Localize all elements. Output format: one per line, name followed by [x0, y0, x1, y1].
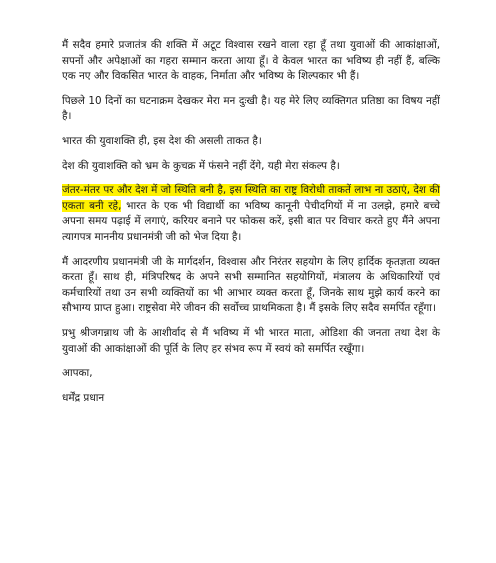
paragraph-resolve: देश की युवाशक्ति को भ्रम के कुचक्र में फंसने नहीं देंगे, यही मेरा संकल्प है।: [62, 159, 340, 172]
closing-salutation: आपका,: [62, 367, 93, 380]
paragraph-commitment: प्रभु श्रीजगन्नाथ जी के आशीर्वाद से मैं भविष्य में भी भारत माता, ओडिशा की जनता तथा देश के युवाओं की आकांक्षाओं की पूर्ति के लिए हर संभव रूप में स्वयं को समर्पित रखूँगा।: [62, 326, 440, 355]
highlighted-text: जंतर-मंतर पर और देश में जो स्थिति बनी है, इस स्थिति का राष्ट्र विरोधी ताकतें लाभ ना उठाएं, देश की एकता बनी रहे,: [62, 184, 440, 212]
paragraph-recent-events: पिछले 10 दिनों का घटनाक्रम देखकर मेरा मन दुःखी है। यह मेरे लिए व्यक्तिगत प्रतिष्ठा का विषय नहीं है।: [62, 94, 440, 123]
paragraph-youth-strength: भारत की युवाशक्ति ही, इस देश की असली ताकत है।: [62, 134, 262, 147]
paragraph-resignation: [62, 183, 440, 245]
resignation-text: भारत के एक भी विद्यार्थी का भविष्य कानूनी पेचीदगियों में ना उलझे, हमारे बच्चे अपना समय पढ़ाई में लगाएं, करियर बनाने पर फोकस करें, इसी बात पर विचार करते हुए मैंने अपना त्यागपत्र माननीय प्रधानमंत्री जी को भेज दिया है।: [62, 199, 440, 243]
signature-name: धर्मेंद्र प्रधान: [62, 391, 105, 404]
paragraph-gratitude: मैं आदरणीय प्रधानमंत्री जी के मार्गदर्शन, विश्वास और निरंतर सहयोग के लिए हार्दिक कृतज्ञता व्यक्त करता हूँ। साथ ही, मंत्रिपरिषद के अपने सभी सम्मानित सहयोगियों, मंत्रालय के अधिकारियों एवं कर्मचारियों तथा उन सभी व्यक्तियों का भी आभार व्यक्त करता हूँ, जिनके साथ मुझे कार्य करने का सौभाग्य प्राप्त हुआ। राष्ट्रसेवा मेरे जीवन की सर्वोच्च प्राथमिकता है। मैं इसके लिए सदैव समर्पित रहूँगा।: [62, 255, 440, 315]
paragraph-democracy-youth: मैं सदैव हमारे प्रजातंत्र की शक्ति में अटूट विश्वास रखने वाला रहा हूँ तथा युवाओं की आकांक्षाओं, सपनों और अपेक्षाओं का गहरा सम्मान करता आया हूँ। वे केवल भारत का भविष्य ही नहीं हैं, बल्कि एक नए और विकसित भारत के वाहक, निर्माता और भविष्य के शिल्पकार भी हैं।: [62, 39, 440, 83]
